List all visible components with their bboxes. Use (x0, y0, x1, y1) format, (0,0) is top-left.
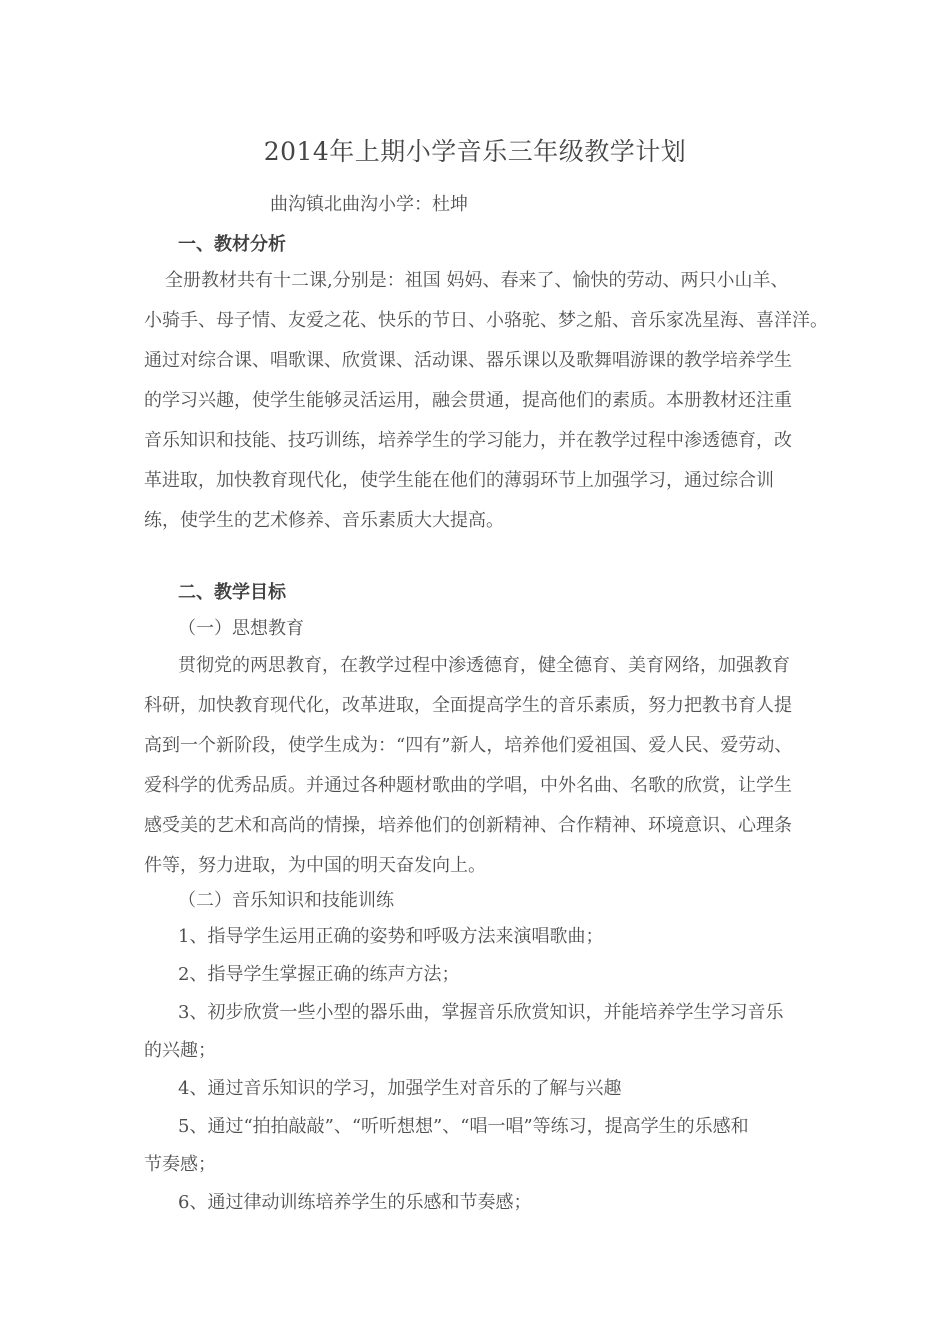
paragraph-line: 的学习兴趣，使学生能够灵活运用，融会贯通，提高他们的素质。本册教材还注重 (144, 390, 792, 411)
paragraph-line: 科研，加快教育现代化，改革进取，全面提高学生的音乐素质，努力把教书育人提 (144, 695, 792, 716)
paragraph-line: 高到一个新阶段，使学生成为：“四有”新人，培养他们爱祖国、爱人民、爱劳动、 (144, 735, 793, 756)
list-item: 6、通过律动训练培养学生的乐感和节奏感； (178, 1192, 532, 1213)
paragraph-line: 感受美的艺术和高尚的情操，培养他们的创新精神、合作精神、环境意识、心理条 (144, 815, 792, 836)
subsection-heading-ideology: （一）思想教育 (178, 618, 304, 639)
paragraph-line: 全册教材共有十二课,分别是：祖国 妈妈、春来了、愉快的劳动、两只小山羊、 (165, 270, 789, 291)
paragraph-line: 贯彻党的两思教育，在教学过程中渗透德育，健全德育、美育网络，加强教育 (178, 655, 790, 676)
list-item: 1、指导学生运用正确的姿势和呼吸方法来演唱歌曲； (178, 926, 604, 947)
paragraph-line: 音乐知识和技能、技巧训练，培养学生的学习能力，并在教学过程中渗透德育，改 (144, 430, 792, 451)
paragraph-line: 通过对综合课、唱歌课、欣赏课、活动课、器乐课以及歌舞唱游课的教学培养学生 (144, 350, 792, 371)
paragraph-line: 练，使学生的艺术修养、音乐素质大大提高。 (144, 510, 504, 531)
paragraph-line: 革进取，加快教育现代化，使学生能在他们的薄弱环节上加强学习，通过综合训 (144, 470, 774, 491)
paragraph-line: 爱科学的优秀品质。并通过各种题材歌曲的学唱，中外名曲、名歌的欣赏，让学生 (144, 775, 792, 796)
author-line: 曲沟镇北曲沟小学：杜坤 (270, 194, 468, 215)
paragraph-line: 小骑手、母子情、友爱之花、快乐的节日、小骆驼、梦之船、音乐家冼星海、喜洋洋。 (144, 310, 828, 331)
section-heading-goals: 二、教学目标 (178, 582, 286, 603)
list-item-continuation: 节奏感； (144, 1154, 216, 1175)
document-title: 2014年上期小学音乐三年级教学计划 (263, 137, 687, 166)
list-item: 3、初步欣赏一些小型的器乐曲，掌握音乐欣赏知识，并能培养学生学习音乐 (178, 1002, 784, 1023)
subsection-heading-skills: （二）音乐知识和技能训练 (178, 890, 394, 911)
list-item: 4、通过音乐知识的学习，加强学生对音乐的了解与兴趣 (178, 1078, 622, 1099)
list-item: 5、通过“拍拍敲敲”、“听听想想”、“唱一唱”等练习，提高学生的乐感和 (178, 1116, 749, 1137)
paragraph-line: 件等，努力进取，为中国的明天奋发向上。 (144, 855, 486, 876)
list-item-continuation: 的兴趣； (144, 1040, 216, 1061)
list-item: 2、指导学生掌握正确的练声方法； (178, 964, 460, 985)
section-heading-materials: 一、教材分析 (178, 234, 286, 255)
